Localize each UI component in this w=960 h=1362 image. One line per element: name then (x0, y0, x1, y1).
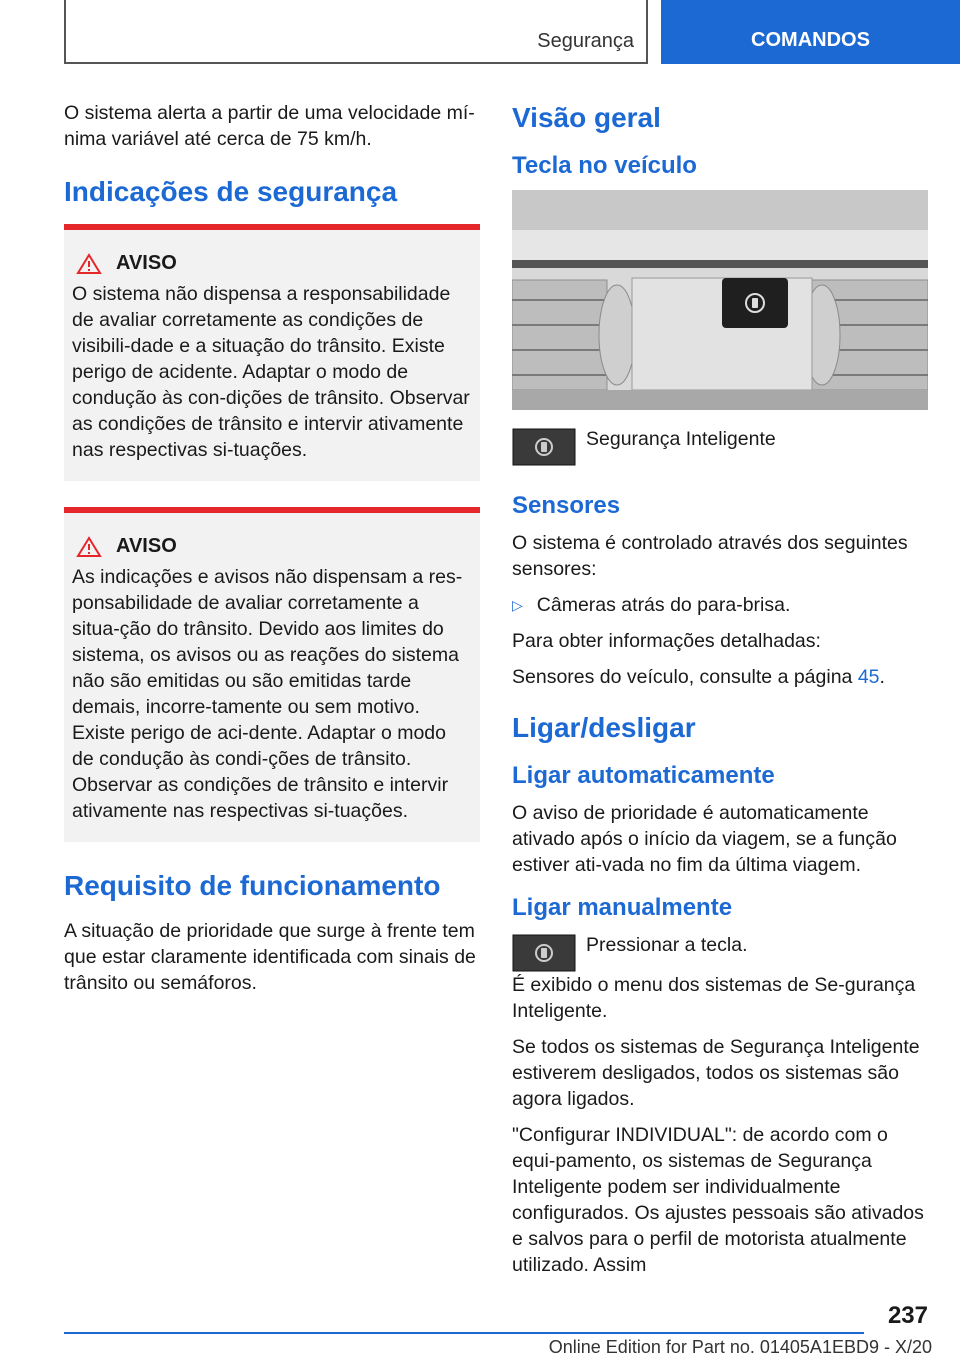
warning-box-2 (64, 507, 480, 842)
warning-title-1: AVISO (116, 252, 177, 274)
intelligent-safety-button-icon (512, 428, 576, 466)
warning-title-2: AVISO (116, 535, 177, 557)
dashboard-button-photo (512, 190, 928, 410)
manual-step-row (512, 932, 928, 972)
key-caption: Segurança Inteligente (586, 428, 776, 450)
header-frame (64, 0, 648, 64)
page-link[interactable]: 45 (857, 666, 880, 688)
safety-heading: Indicações de segurança (64, 176, 398, 207)
right-column (512, 100, 928, 1288)
all-off-text: Se todos os sistemas de Segurança Inteligente estiverem desligados, todos os sistemas são agora ligados. (512, 1036, 920, 1110)
sensors-bullet-text: Câmeras atrás do para-brisa. (536, 594, 791, 616)
warning-text-2: As indicações e avisos não dispensam a res-ponsabilidade de avaliar corretamente a situa-ção do trânsito. Devido aos limites do sistema, os avisos ou as reações do sistema não são emitidas ou são emitidas tarde demais, incorre-tamente ou sem motivo. Existe perigo de aci-dente. Adaptar o modo de condução às condi-ções de trânsito. Observar as condições de trânsito e intervir ativamente nas respectivas si-tuações. (72, 566, 463, 822)
sensors-heading: Sensores (512, 492, 621, 519)
page-number: 237 (887, 1302, 928, 1329)
left-column (64, 100, 480, 1006)
warning-text-1: O sistema não dispensa a responsabilidade de avaliar corretamente as condições de visibili-dade e a situação do trânsito. Existe perigo de acidente. Adaptar o modo de condução às con-dições de trânsito. Observar as condições de trânsito e intervir ativamente nas respectivas si-tuações. (72, 283, 470, 461)
manual-press-text: Pressionar a tecla. (586, 934, 748, 956)
individual-text: "Configurar INDIVIDUAL": de acordo com o equi-pamento, os sistemas de Segurança Inteligente podem ser individualmente configurados. Os ajustes pessoais são ativados e salvos para o perfil de motorista atualmente utilizado. Assim (512, 1124, 924, 1276)
onoff-heading: Ligar/desligar (512, 712, 696, 743)
key-heading: Tecla no veículo (512, 152, 697, 179)
warning-triangle-icon (76, 536, 102, 558)
requirement-text: A situação de prioridade que surge à frente tem que estar claramente identificada com sinais de trânsito ou semáforos. (64, 920, 476, 994)
sensors-reference: Sensores do veículo, consulte a página 45. (512, 666, 885, 688)
footer-divider (64, 1332, 864, 1334)
sensors-bullet (512, 592, 928, 628)
intro-text: O sistema alerta a partir de uma velocidade mí-nima variável até cerca de 75 km/h. (64, 102, 475, 150)
key-caption-row (512, 426, 928, 466)
intelligent-safety-button-icon (512, 934, 576, 972)
sensors-text: O sistema é controlado através dos seguintes sensores: (512, 532, 908, 580)
warning-triangle-icon (76, 253, 102, 275)
details-text: Para obter informações detalhadas: (512, 630, 821, 652)
auto-text: O aviso de prioridade é automaticamente ativado após o início da viagem, se a função estiver ati-vada no fim da última viagem. (512, 802, 897, 876)
chapter-tab[interactable]: COMANDOS (661, 0, 960, 64)
auto-heading: Ligar automaticamente (512, 762, 775, 789)
manual-menu-text: É exibido o menu dos sistemas de Se-gurança Inteligente. (512, 974, 916, 1022)
section-title: Segurança (537, 30, 634, 52)
edition-footer: Online Edition for Part no. 01405A1EBD9 - X/20 (548, 1337, 932, 1357)
bullet-triangle-icon: ▷ (512, 597, 523, 613)
manual-heading: Ligar manualmente (512, 894, 733, 921)
requirement-heading: Requisito de funcionamento (64, 870, 441, 901)
warning-box-1 (64, 224, 480, 481)
overview-heading: Visão geral (512, 102, 661, 133)
